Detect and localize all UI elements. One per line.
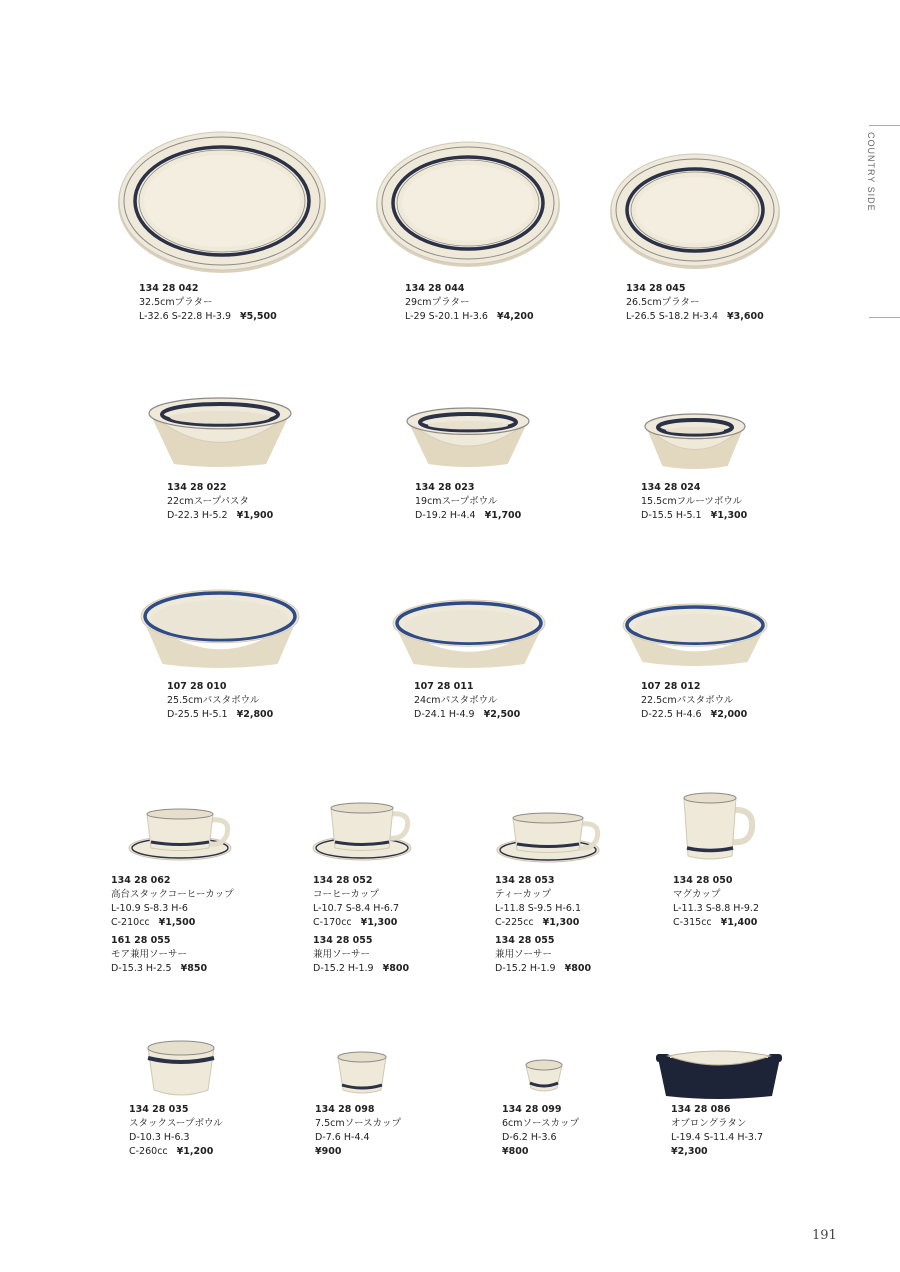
- product-code: 161 28 055: [111, 935, 171, 946]
- sauce-cup-icon: [524, 1058, 564, 1092]
- product-name: 29cmプラター: [405, 297, 470, 308]
- product-dimensions-line: [415, 509, 521, 523]
- section-label: COUNTRY SIDE: [866, 132, 876, 212]
- product-price: ¥800: [502, 1146, 529, 1157]
- product-dimensions: L-26.5 S-18.2 H-3.4: [626, 311, 719, 322]
- oval-platter-icon: [376, 140, 560, 266]
- product-name: 32.5cmプラター: [139, 297, 213, 308]
- product-price: ¥900: [315, 1146, 342, 1157]
- product-caption: [495, 874, 591, 976]
- product-code: 134 28 022: [167, 482, 227, 493]
- product-code: 134 28 053: [495, 875, 555, 886]
- product-caption: [111, 874, 234, 976]
- product-name: 6cmソースカップ: [502, 1118, 579, 1129]
- product-code: 134 28 042: [139, 283, 199, 294]
- product-caption: [129, 1103, 223, 1159]
- product-dimensions: D-22.5 H-4.6: [641, 709, 702, 720]
- product-spec: [167, 680, 273, 722]
- product-caption: [405, 282, 534, 324]
- product-price: ¥1,900: [236, 510, 274, 521]
- product-dimensions-line: [167, 509, 273, 523]
- fruit-bowl-icon: [644, 414, 746, 470]
- product-price: ¥1,300: [542, 917, 580, 928]
- product-code-line: [626, 282, 764, 296]
- product-name: 兼用ソーサー: [495, 949, 553, 960]
- product-name: ティーカップ: [495, 889, 551, 900]
- product-spec: [405, 282, 534, 324]
- product-price: ¥800: [382, 963, 410, 974]
- product-price-line: [502, 1145, 579, 1159]
- product-code: 134 28 045: [626, 283, 686, 294]
- side-rule-top: [869, 125, 900, 126]
- product-dimensions-line: [671, 1131, 763, 1145]
- product-code: 134 28 055: [313, 935, 373, 946]
- product-price: ¥3,600: [727, 311, 764, 322]
- product-code-line: [313, 874, 409, 888]
- product-code: 134 28 044: [405, 283, 465, 294]
- product-caption: [167, 680, 273, 722]
- product-name: コーヒーカップ: [313, 889, 379, 900]
- product-dimensions: D-25.5 H-5.1: [167, 709, 228, 720]
- product-code-line: [502, 1103, 579, 1117]
- product-code: 134 28 099: [502, 1104, 562, 1115]
- product-price: ¥2,300: [671, 1146, 708, 1157]
- product-code-line: [641, 481, 747, 495]
- product-price: ¥1,700: [484, 510, 522, 521]
- product-code: 107 28 010: [167, 681, 227, 692]
- product-name: 25.5cmパスタボウル: [167, 695, 260, 706]
- product-dimensions-line: [641, 509, 747, 523]
- product-dimensions: D-10.3 H-6.3: [129, 1132, 190, 1143]
- product-capacity-line: [129, 1145, 223, 1159]
- product-price: ¥4,200: [496, 311, 534, 322]
- product-spec: [495, 934, 591, 976]
- product-capacity: C-210cc: [111, 917, 150, 928]
- oval-platter-icon: [610, 152, 780, 268]
- product-dimensions-line: [313, 902, 409, 916]
- sauce-cup-icon: [336, 1050, 388, 1094]
- product-code: 134 28 086: [671, 1104, 731, 1115]
- product-code-line: [641, 680, 747, 694]
- product-dimensions-line: [414, 708, 520, 722]
- product-capacity-line: [313, 916, 409, 930]
- product-dimensions-line: [673, 902, 759, 916]
- product-code: 134 28 098: [315, 1104, 375, 1115]
- product-code-line: [167, 680, 273, 694]
- product-dimensions: D-15.5 H-5.1: [641, 510, 702, 521]
- product-name: 19cmスープボウル: [415, 496, 498, 507]
- product-spec: [641, 481, 747, 523]
- product-name: 7.5cmソースカップ: [315, 1118, 402, 1129]
- product-code: 134 28 052: [313, 875, 373, 886]
- product-dimensions: D-15.2 H-1.9: [495, 963, 556, 974]
- product-caption: [414, 680, 520, 722]
- product-spec: [415, 481, 521, 523]
- side-rule-bottom: [869, 317, 900, 318]
- product-dimensions: D-19.2 H-4.4: [415, 510, 476, 521]
- product-name: 24cmパスタボウル: [414, 695, 498, 706]
- product-dimensions: L-10.9 S-8.3 H-6: [111, 903, 188, 914]
- product-name: 高台スタックコーヒーカップ: [111, 889, 234, 900]
- product-dimensions-line: [167, 708, 273, 722]
- product-code: 107 28 012: [641, 681, 701, 692]
- product-dimensions: D-24.1 H-4.9: [414, 709, 475, 720]
- product-spec: [167, 481, 273, 523]
- product-spec: [129, 1103, 223, 1159]
- product-code-line: [111, 934, 234, 948]
- product-capacity-line: [495, 916, 591, 930]
- product-dimensions: D-22.3 H-5.2: [167, 510, 228, 521]
- product-caption: [502, 1103, 579, 1159]
- product-spec: [495, 874, 591, 930]
- product-caption: [313, 874, 409, 976]
- product-name: 15.5cmフルーツボウル: [641, 496, 743, 507]
- product-dimensions-line: [502, 1131, 579, 1145]
- product-dimensions: L-10.7 S-8.4 H-6.7: [313, 903, 399, 914]
- soup-bowl-icon: [406, 408, 530, 468]
- product-name: モア兼用ソーサー: [111, 949, 188, 960]
- product-dimensions-line: [315, 1131, 401, 1145]
- product-dimensions: L-11.3 S-8.8 H-9.2: [673, 903, 759, 914]
- product-code-line: [167, 481, 273, 495]
- product-price: ¥1,400: [720, 917, 758, 928]
- cup-and-saucer-icon: [496, 800, 600, 864]
- product-price: ¥5,500: [240, 311, 277, 322]
- product-spec: [414, 680, 520, 722]
- product-price: ¥2,500: [483, 709, 521, 720]
- product-dimensions-line: [139, 310, 277, 324]
- product-capacity: C-260cc: [129, 1146, 168, 1157]
- product-spec: [111, 874, 234, 930]
- product-dimensions: D-6.2 H-3.6: [502, 1132, 557, 1143]
- product-code-line: [405, 282, 534, 296]
- product-spec: [626, 282, 764, 324]
- product-caption: [415, 481, 521, 523]
- product-dimensions-line: [313, 962, 409, 976]
- pasta-bowl-icon: [392, 600, 546, 670]
- product-price: ¥1,300: [710, 510, 748, 521]
- product-dimensions-line: [111, 902, 234, 916]
- product-spec: [139, 282, 277, 324]
- product-caption: [315, 1103, 401, 1159]
- product-dimensions-line: [129, 1131, 223, 1145]
- product-price: ¥1,300: [360, 917, 398, 928]
- product-spec: [641, 680, 747, 722]
- product-code-line: [313, 934, 409, 948]
- product-caption: [673, 874, 759, 930]
- product-capacity-line: [673, 916, 759, 930]
- product-dimensions: L-32.6 S-22.8 H-3.9: [139, 311, 232, 322]
- cup-and-saucer-icon: [312, 796, 412, 862]
- product-spec: [315, 1103, 401, 1159]
- cup-and-saucer-icon: [128, 800, 232, 862]
- product-dimensions-line: [626, 310, 764, 324]
- product-spec: [111, 934, 234, 976]
- product-dimensions: D-7.6 H-4.4: [315, 1132, 370, 1143]
- product-code: 134 28 024: [641, 482, 701, 493]
- pasta-bowl-icon: [622, 604, 768, 668]
- product-dimensions-line: [495, 962, 591, 976]
- product-code-line: [671, 1103, 763, 1117]
- product-spec: [673, 874, 759, 930]
- product-capacity: C-225cc: [495, 917, 534, 928]
- product-code-line: [415, 481, 521, 495]
- product-capacity: C-170cc: [313, 917, 352, 928]
- product-caption: [641, 680, 747, 722]
- product-spec: [671, 1103, 763, 1159]
- product-dimensions-line: [495, 902, 591, 916]
- product-price-line: [315, 1145, 401, 1159]
- product-code: 134 28 023: [415, 482, 475, 493]
- product-code-line: [111, 874, 234, 888]
- product-dimensions: D-15.3 H-2.5: [111, 963, 172, 974]
- product-spec: [313, 934, 409, 976]
- product-code-line: [673, 874, 759, 888]
- stack-soup-bowl-icon: [146, 1038, 216, 1096]
- soup-bowl-icon: [148, 398, 292, 468]
- product-price: ¥1,500: [158, 917, 196, 928]
- product-dimensions-line: [405, 310, 534, 324]
- product-dimensions: L-11.8 S-9.5 H-6.1: [495, 903, 581, 914]
- mug-icon: [680, 792, 754, 860]
- pasta-bowl-icon: [140, 590, 300, 670]
- gratin-dish-icon: [656, 1044, 782, 1100]
- product-dimensions: L-29 S-20.1 H-3.6: [405, 311, 488, 322]
- oval-platter-icon: [118, 130, 326, 272]
- product-code: 134 28 055: [495, 935, 555, 946]
- product-code-line: [315, 1103, 401, 1117]
- product-caption: [139, 282, 277, 324]
- product-price: ¥2,800: [236, 709, 274, 720]
- product-name: 22.5cmパスタボウル: [641, 695, 734, 706]
- product-price: ¥850: [180, 963, 208, 974]
- product-name: 兼用ソーサー: [313, 949, 371, 960]
- product-name: 26.5cmプラター: [626, 297, 700, 308]
- product-code: 134 28 050: [673, 875, 733, 886]
- product-name: マグカップ: [673, 889, 721, 900]
- product-name: オブロングラタン: [671, 1118, 747, 1129]
- product-caption: [641, 481, 747, 523]
- product-dimensions: D-15.2 H-1.9: [313, 963, 374, 974]
- product-caption: [671, 1103, 763, 1159]
- page-number: 191: [812, 1228, 837, 1243]
- product-name: スタックスープボウル: [129, 1118, 223, 1129]
- product-code: 107 28 011: [414, 681, 474, 692]
- product-capacity: C-315cc: [673, 917, 712, 928]
- product-price: ¥800: [564, 963, 592, 974]
- product-name: 22cmスープパスタ: [167, 496, 249, 507]
- product-spec: [502, 1103, 579, 1159]
- product-dimensions-line: [111, 962, 234, 976]
- product-code-line: [414, 680, 520, 694]
- product-spec: [313, 874, 409, 930]
- product-price: ¥1,200: [176, 1146, 214, 1157]
- product-dimensions: L-19.4 S-11.4 H-3.7: [671, 1132, 764, 1143]
- product-code: 134 28 062: [111, 875, 171, 886]
- product-code-line: [129, 1103, 223, 1117]
- product-code: 134 28 035: [129, 1104, 189, 1115]
- product-code-line: [495, 934, 591, 948]
- product-dimensions-line: [641, 708, 747, 722]
- product-capacity-line: [111, 916, 234, 930]
- product-price-line: [671, 1145, 763, 1159]
- product-price: ¥2,000: [710, 709, 748, 720]
- product-caption: [626, 282, 764, 324]
- product-code-line: [495, 874, 591, 888]
- product-caption: [167, 481, 273, 523]
- product-code-line: [139, 282, 277, 296]
